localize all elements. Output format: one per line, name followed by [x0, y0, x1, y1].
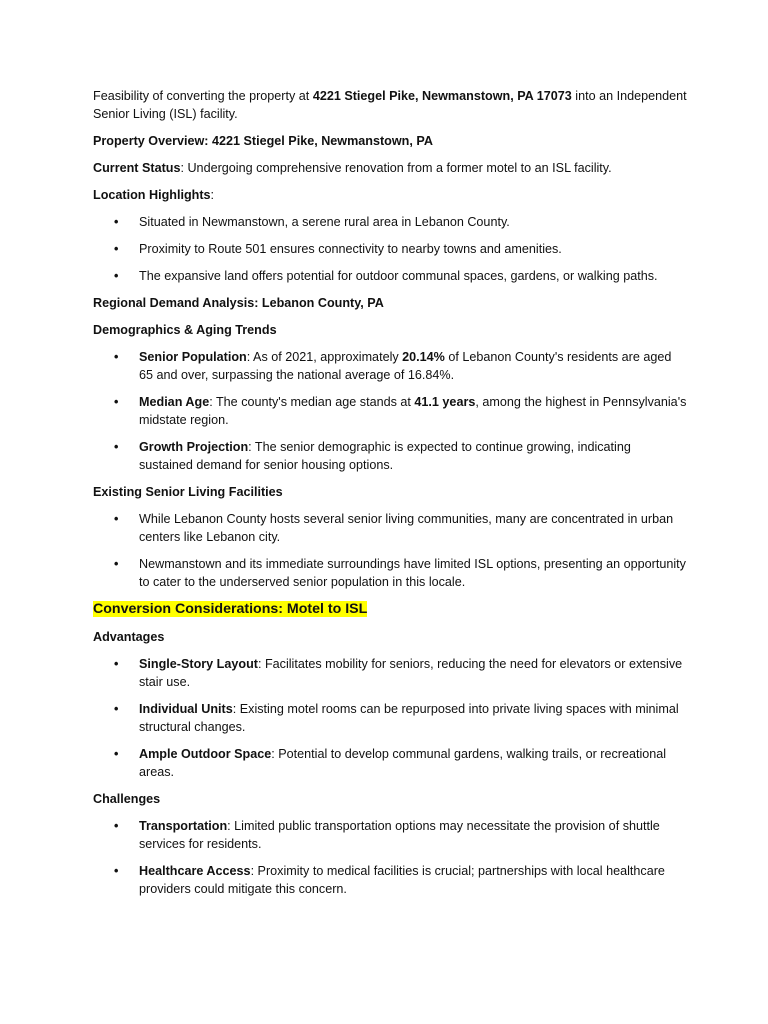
bullet-icon: • — [114, 269, 119, 283]
bullet-icon: • — [114, 702, 119, 716]
property-overview-heading: Property Overview: 4221 Stiegel Pike, Newmanstown, PA — [93, 134, 433, 148]
list-item: • Median Age: The county's median age stands at 41.1 years, among the highest in Pennsylvania's midstate region. — [114, 395, 687, 427]
bullet-icon: • — [114, 657, 119, 671]
list-item: • Ample Outdoor Space: Potential to develop communal gardens, walking trails, or recreational areas. — [114, 747, 667, 779]
list-item: • Growth Projection: The senior demographic is expected to continue growing, indicating sustained demand for senior housing options. — [114, 440, 631, 472]
list-item: • Senior Population: As of 2021, approximately 20.14% of Lebanon County's residents are aged 65 and over, surpassing the national average of 16.84%. — [114, 350, 672, 382]
bullet-icon: • — [114, 395, 119, 409]
regional-demand-heading: Regional Demand Analysis: Lebanon County, PA — [93, 296, 384, 310]
bullet-icon: • — [114, 242, 119, 256]
bullet-icon: • — [114, 512, 119, 526]
bullet-icon: • — [114, 215, 119, 229]
list-item: • The expansive land offers potential for outdoor communal spaces, gardens, or walking paths. — [114, 269, 658, 283]
location-highlights-label: Location Highlights: — [93, 188, 215, 202]
intro-paragraph: Feasibility of converting the property at 4221 Stiegel Pike, Newmanstown, PA 17073 into an Independent Senior Living (ISL) facility. — [93, 89, 687, 121]
bullet-icon: • — [114, 557, 119, 571]
challenges-list — [93, 817, 688, 898]
bullet-icon: • — [114, 747, 119, 761]
list-item: • Single-Story Layout: Facilitates mobility for seniors, reducing the need for elevators or extensive stair use. — [114, 657, 683, 689]
list-item: • While Lebanon County hosts several senior living communities, many are concentrated in urban centers like Lebanon city. — [114, 512, 674, 544]
list-item: • Healthcare Access: Proximity to medical facilities is crucial; partnerships with local healthcare providers could mitigate this concern. — [114, 864, 665, 896]
list-item: • Newmanstown and its immediate surroundings have limited ISL options, presenting an opportunity to cater to the underserved senior population in this locale. — [114, 557, 686, 589]
existing-facilities-heading: Existing Senior Living Facilities — [93, 485, 283, 499]
list-item: • Individual Units: Existing motel rooms can be repurposed into private living spaces with minimal structural changes. — [114, 702, 679, 734]
list-item: • Situated in Newmanstown, a serene rural area in Lebanon County. — [114, 215, 510, 229]
bullet-icon: • — [114, 819, 119, 833]
challenges-heading: Challenges — [93, 792, 161, 806]
existing-facilities-list — [93, 510, 688, 591]
bullet-icon: • — [114, 440, 119, 454]
highlighted-text: Conversion Considerations: Motel to ISL — [93, 601, 368, 617]
property-address: 4221 Stiegel Pike, Newmanstown, PA 17073 — [312, 89, 572, 103]
current-status: Current Status: Undergoing comprehensive renovation from a former motel to an ISL facility. — [93, 161, 612, 175]
advantages-heading: Advantages — [93, 630, 165, 644]
conversion-heading — [93, 600, 688, 619]
demographics-list — [93, 348, 688, 474]
advantages-list — [93, 655, 688, 781]
bullet-icon: • — [114, 350, 119, 364]
bullet-icon: • — [114, 864, 119, 878]
location-list — [93, 213, 688, 285]
list-item: • Proximity to Route 501 ensures connectivity to nearby towns and amenities. — [114, 242, 562, 256]
list-item: • Transportation: Limited public transportation options may necessitate the provision of shuttle services for residents. — [114, 819, 660, 851]
demographics-heading: Demographics & Aging Trends — [93, 323, 277, 337]
